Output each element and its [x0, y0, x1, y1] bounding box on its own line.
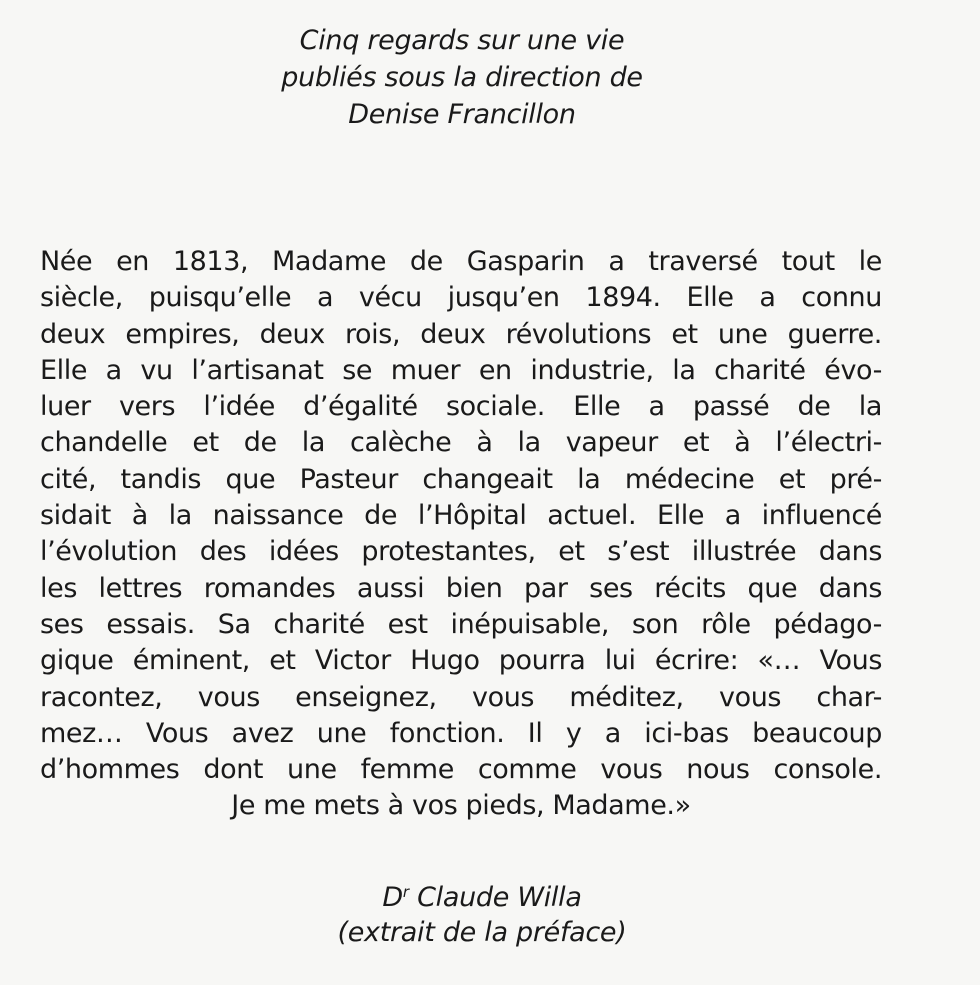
text-line: chandelle et de la calèche à la vapeur et à l’électri-: [40, 427, 882, 459]
text-line: sidait à la naissance de l’Hôpital actuel. Elle a influencé: [40, 500, 882, 532]
title-block: [0, 22, 924, 133]
author-name: Claude Willa: [408, 882, 582, 913]
editor-name: Denise Francillon: [348, 99, 576, 130]
title-line-1: Cinq regards sur une vie: [299, 25, 625, 56]
preface-excerpt: [40, 244, 882, 825]
author-title-superscript: r: [402, 883, 409, 901]
signature-block: [0, 880, 964, 950]
text-line: gique éminent, et Victor Hugo pourra lui écrire: «… Vous: [40, 645, 882, 677]
source-note: (extrait de la préface): [337, 917, 627, 948]
text-line: Elle a vu l’artisanat se muer en industrie, la charité évo-: [40, 354, 882, 386]
text-line: siècle, puisqu’elle a vécu jusqu’en 1894. Elle a connu: [40, 282, 882, 314]
text-line-final: Je me mets à vos pieds, Madame.»: [231, 790, 691, 822]
text-line: luer vers l’idée d’égalité sociale. Elle a passé de la: [40, 391, 882, 423]
author-title: D: [382, 882, 403, 913]
title-line-2: publiés sous la direction de: [281, 62, 643, 93]
author-signature: [0, 880, 964, 915]
text-line: les lettres romandes aussi bien par ses récits que dans: [40, 572, 882, 604]
text-line: mez… Vous avez une fonction. Il y a ici-bas beaucoup: [40, 717, 882, 749]
text-line: racontez, vous enseignez, vous méditez, vous char-: [40, 681, 882, 713]
text-line: cité, tandis que Pasteur changeait la médecine et pré-: [40, 463, 882, 495]
text-line: ses essais. Sa charité est inépuisable, son rôle pédago-: [40, 608, 882, 640]
text-line: l’évolution des idées protestantes, et s’est illustrée dans: [40, 536, 882, 568]
text-line: deux empires, deux rois, deux révolutions et une guerre.: [40, 318, 882, 350]
text-line: d’hommes dont une femme comme vous nous console.: [40, 754, 882, 786]
text-line: Née en 1813, Madame de Gasparin a traversé tout le: [40, 246, 882, 277]
